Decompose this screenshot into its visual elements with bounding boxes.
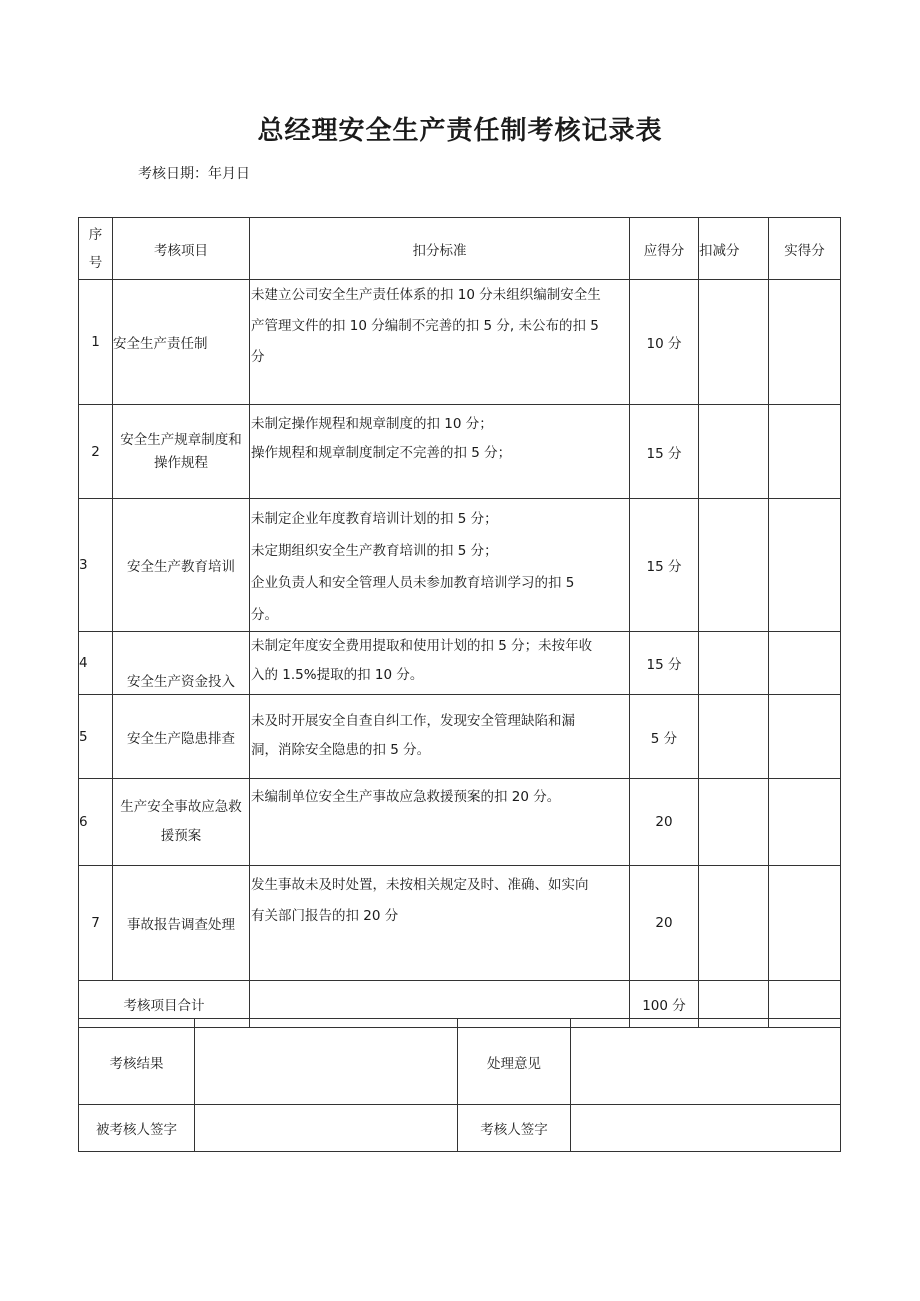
row-seq: 4 [79,632,113,695]
row-actual-cell[interactable] [769,499,841,632]
row-deduct-cell[interactable] [699,405,769,499]
row-standard: 未建立公司安全生产责任体系的扣 10 分未组织编制安全生 产管理文件的扣 10 分编制不完善的扣 5 分, 未公布的扣 5 分 [250,280,630,405]
result-field[interactable] [195,1019,458,1105]
signature-table [78,1018,841,1152]
row-standard: 未制定年度安全费用提取和使用计划的扣 5 分；未按年收 入的 1.5%提取的扣 10 分。 [250,632,630,695]
row-deduct-cell[interactable] [699,280,769,405]
row-score: 20 [630,779,699,866]
examinee-sign-field[interactable] [195,1105,458,1152]
assessment-date: 考核日期：年月日 [138,166,250,182]
opinion-label: 处理意见 [458,1019,571,1105]
row-standard: 未编制单位安全生产事故应急救援预案的扣 20 分。 [250,779,630,866]
table-row [79,779,841,866]
row-item: 事故报告调查处理 [113,866,250,981]
row-score: 15 分 [630,405,699,499]
result-label: 考核结果 [79,1019,195,1105]
row-item: 安全生产规章制度和 操作规程 [113,405,250,499]
header-actual: 实得分 [769,218,841,280]
examiner-sign-field[interactable] [571,1105,841,1152]
row-actual-cell[interactable] [769,866,841,981]
examinee-sign-label: 被考核人签字 [79,1105,195,1152]
row-standard: 发生事故未及时处置，未按相关规定及时、准确、如实向 有关部门报告的扣 20 分 [250,866,630,981]
row-standard: 未及时开展安全自查自纠工作，发现安全管理缺陷和漏 洞，消除安全隐患的扣 5 分。 [250,695,630,779]
row-deduct-cell[interactable] [699,695,769,779]
header-item: 考核项目 [113,218,250,280]
header-deduct: 扣减分 [699,218,769,280]
row-item: 安全生产资金投入 [113,632,250,695]
header-seq: 序 号 [79,218,113,280]
row-item: 安全生产隐患排查 [113,695,250,779]
total-score: 100 分 [630,981,699,1028]
header-standard: 扣分标准 [250,218,630,280]
row-seq: 3 [79,499,113,632]
row-score: 15 分 [630,632,699,695]
table-row [79,499,841,632]
table-row [79,632,841,695]
row-score: 20 [630,866,699,981]
row-seq: 5 [79,695,113,779]
signature-row [79,1105,841,1152]
opinion-field[interactable] [571,1019,841,1105]
table-row [79,695,841,779]
header-score: 应得分 [630,218,699,280]
page-title: 总经理安全生产责任制考核记录表 [257,116,663,146]
row-actual-cell[interactable] [769,779,841,866]
row-seq: 1 [79,280,113,405]
table-header-row [79,218,841,280]
row-seq: 6 [79,779,113,866]
row-score: 15 分 [630,499,699,632]
row-deduct-cell[interactable] [699,866,769,981]
table-row [79,280,841,405]
table-row [79,866,841,981]
row-score: 5 分 [630,695,699,779]
assessment-table [78,217,841,1028]
row-score: 10 分 [630,280,699,405]
examiner-sign-label: 考核人签字 [458,1105,571,1152]
row-actual-cell[interactable] [769,405,841,499]
row-deduct-cell[interactable] [699,632,769,695]
row-deduct-cell[interactable] [699,779,769,866]
table-row [79,405,841,499]
result-row [79,1019,841,1105]
row-standard: 未制定企业年度教育培训计划的扣 5 分； 未定期组织安全生产教育培训的扣 5 分； 企业负责人和安全管理人员未参加教育培训学习的扣 5 分。 [250,499,630,632]
row-standard: 未制定操作规程和规章制度的扣 10 分； 操作规程和规章制度制定不完善的扣 5 分； [250,405,630,499]
total-label: 考核项目合计 [79,981,250,1028]
row-seq: 2 [79,405,113,499]
row-item: 生产安全事故应急救 援预案 [113,779,250,866]
row-actual-cell[interactable] [769,280,841,405]
row-actual-cell[interactable] [769,695,841,779]
row-item: 安全生产责任制 [113,280,250,405]
row-actual-cell[interactable] [769,632,841,695]
row-deduct-cell[interactable] [699,499,769,632]
row-seq: 7 [79,866,113,981]
row-item: 安全生产教育培训 [113,499,250,632]
